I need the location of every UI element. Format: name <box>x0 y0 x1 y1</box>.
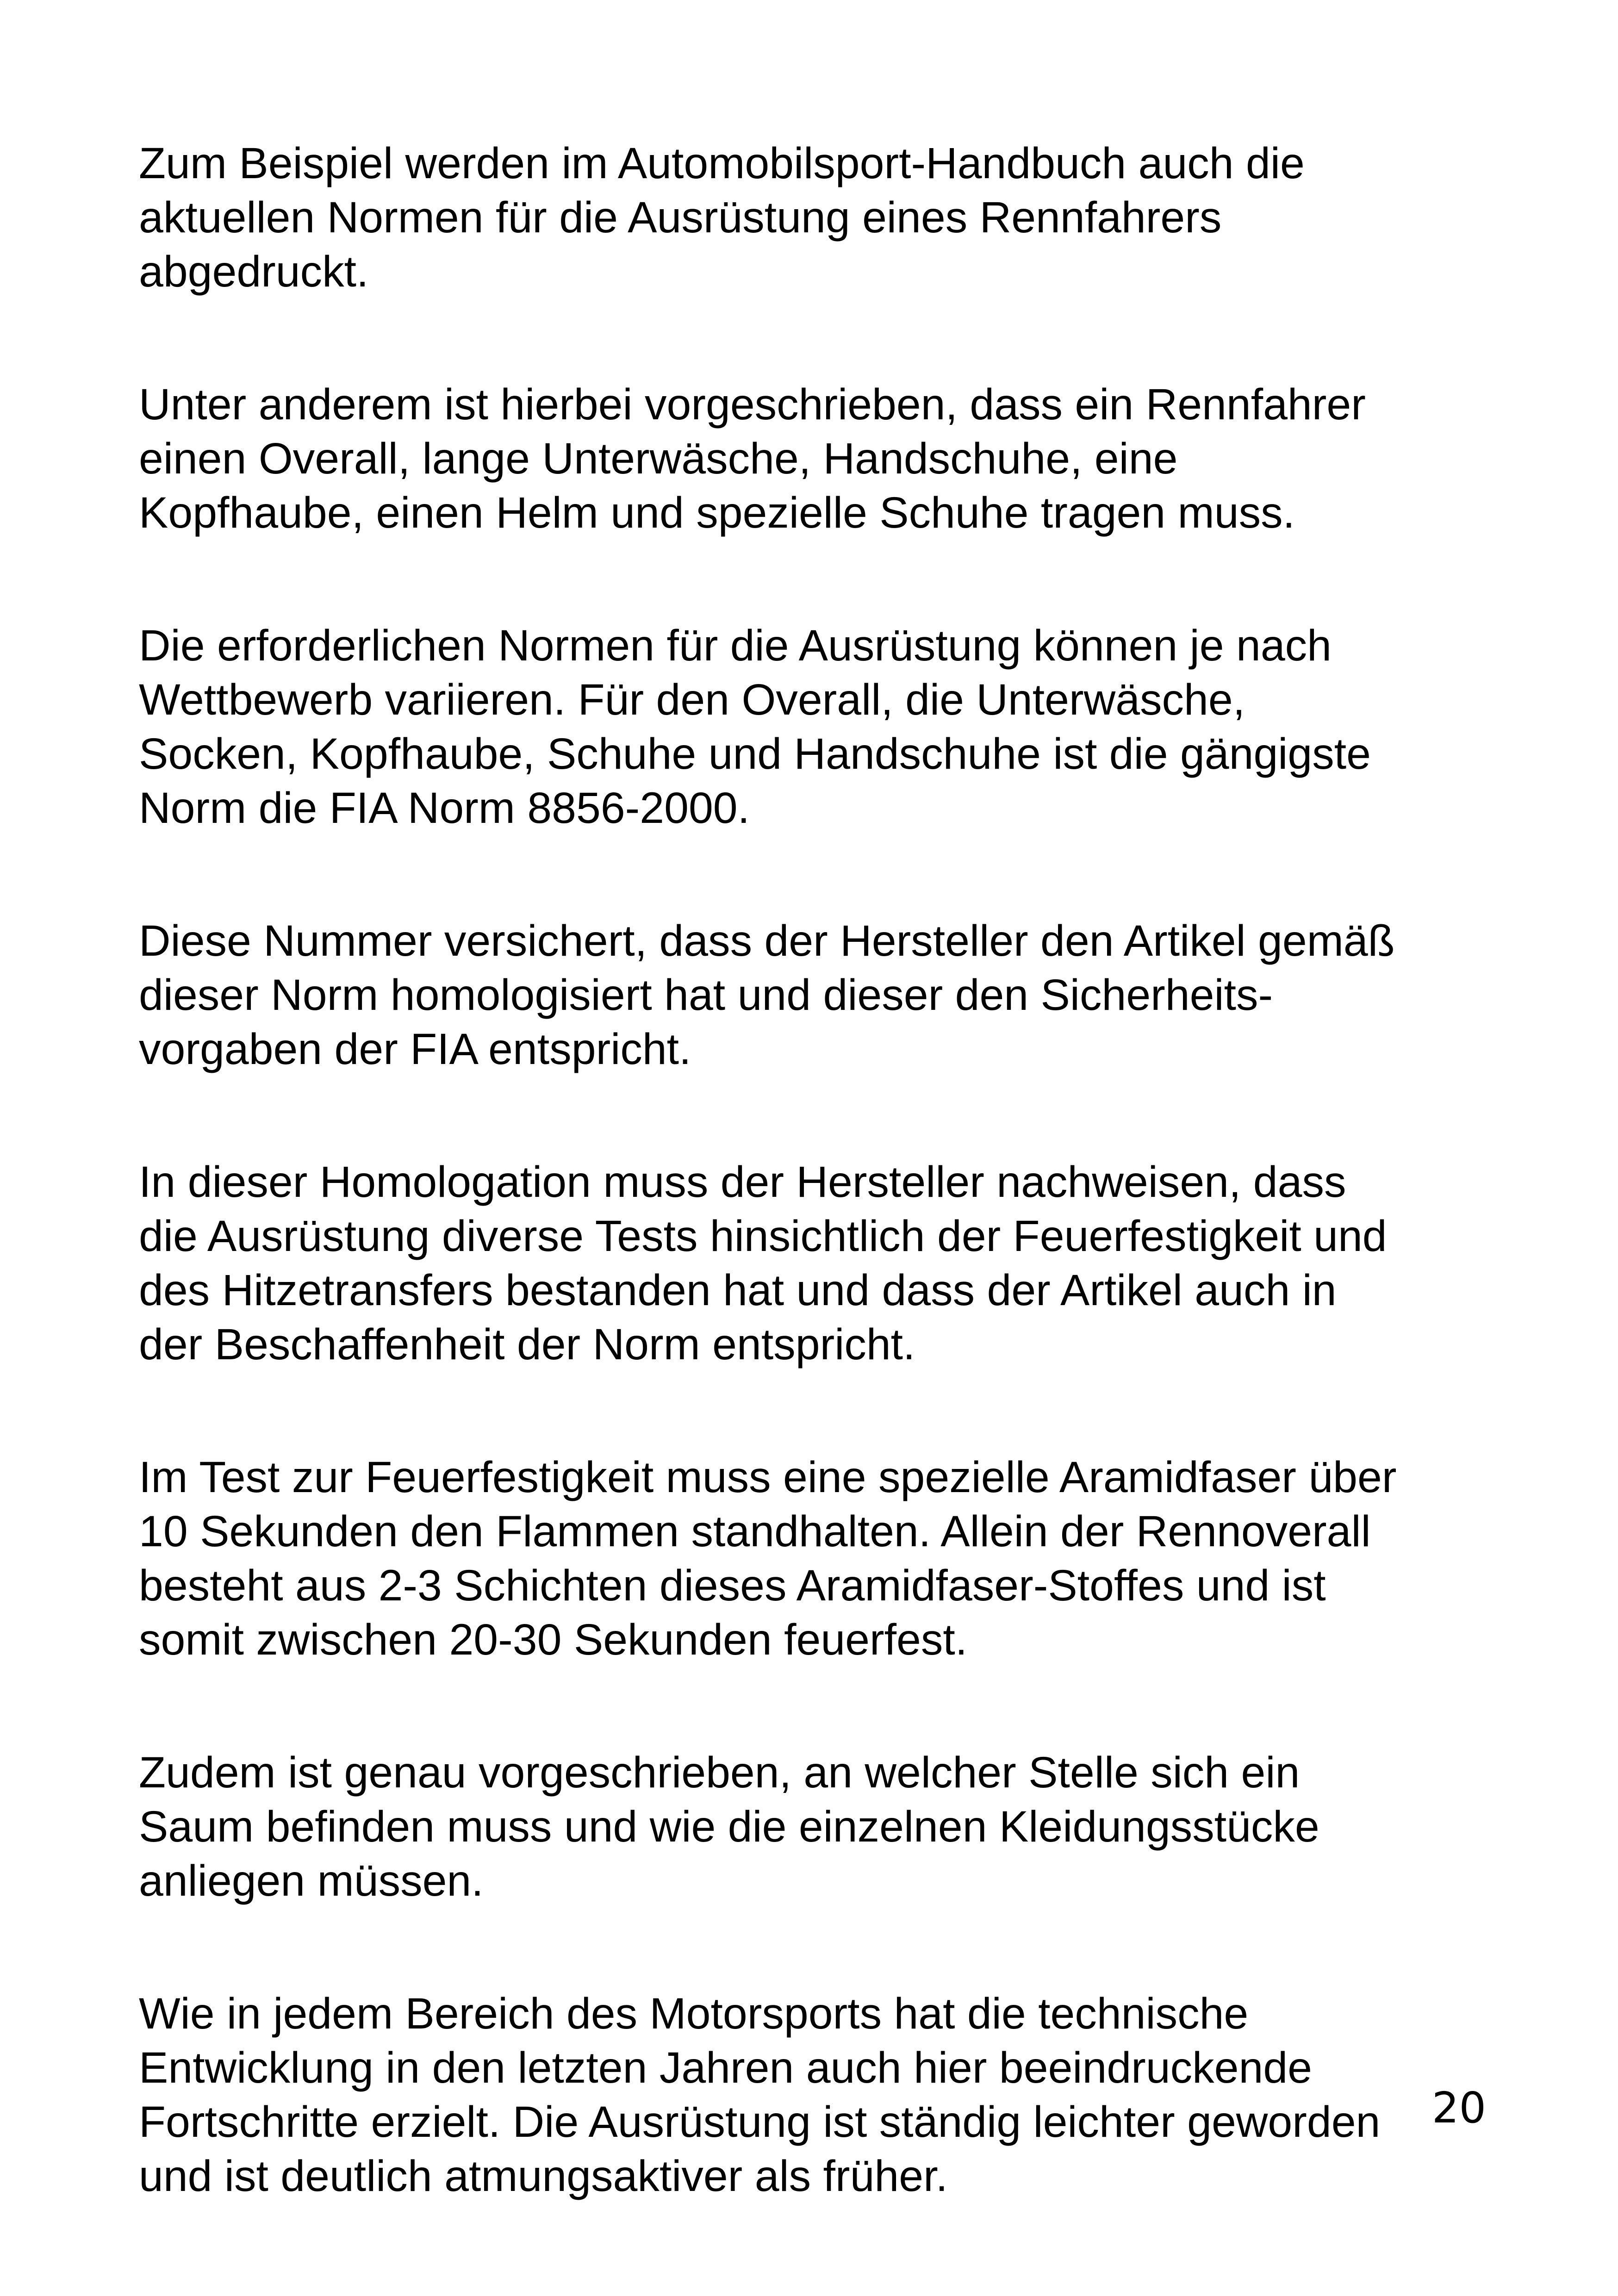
paragraph-6 <box>139 1450 1537 1667</box>
text-line: aktuellen Normen für die Ausrüstung eines Rennfahrers <box>139 193 1222 242</box>
text-line: Entwicklung in den letzten Jahren auch hier beeindruckende <box>139 2043 1312 2092</box>
text-line: Wettbewerb variieren. Für den Overall, die Unterwäsche, <box>139 675 1245 724</box>
text-line: besteht aus 2-3 Schichten dieses Aramidfaser-Stoffes und ist <box>139 1561 1326 1610</box>
text-line: einen Overall, lange Unterwäsche, Handschuhe, eine <box>139 434 1178 483</box>
text-line: Saum befinden muss und wie die einzelnen Kleidungsstücke <box>139 1802 1319 1851</box>
text-line: Kopfhaube, einen Helm und spezielle Schuhe tragen muss. <box>139 488 1295 537</box>
text-line: Norm die FIA Norm 8856-2000. <box>139 784 750 833</box>
text-line: dieser Norm homologisiert hat und dieser den Sicherheits- <box>139 971 1273 1020</box>
paragraph-8 <box>139 1987 1537 2203</box>
body-text <box>139 137 1537 2282</box>
text-line: anliegen müssen. <box>139 1856 484 1905</box>
page-number: 20 <box>1431 2083 1486 2133</box>
text-line: somit zwischen 20-30 Sekunden feuerfest. <box>139 1615 968 1664</box>
text-line: Im Test zur Feuerfestigkeit muss eine spezielle Aramidfaser über <box>139 1453 1397 1502</box>
text-line: des Hitzetransfers bestanden hat und dass der Artikel auch in <box>139 1266 1337 1315</box>
paragraph-3 <box>139 619 1537 835</box>
text-line: Unter anderem ist hierbei vorgeschrieben, dass ein Rennfahrer <box>139 380 1366 429</box>
text-line: vorgaben der FIA entspricht. <box>139 1025 691 1074</box>
paragraph-5 <box>139 1155 1537 1372</box>
text-line: Socken, Kopfhaube, Schuhe und Handschuhe ist die gängigste <box>139 729 1371 778</box>
text-line: Fortschritte erzielt. Die Ausrüstung ist ständig leichter geworden <box>139 2097 1381 2147</box>
text-line: der Beschaffenheit der Norm entspricht. <box>139 1320 915 1369</box>
text-line: Zum Beispiel werden im Automobilsport-Handbuch auch die <box>139 139 1305 188</box>
text-line: Wie in jedem Bereich des Motorsports hat die technische <box>139 1989 1249 2038</box>
text-line: und ist deutlich atmungsaktiver als früher. <box>139 2152 948 2201</box>
text-line: Zudem ist genau vorgeschrieben, an welcher Stelle sich ein <box>139 1748 1300 1797</box>
paragraph-2 <box>139 378 1537 540</box>
text-line: Die erforderlichen Normen für die Ausrüstung können je nach <box>139 621 1332 670</box>
paragraph-7 <box>139 1746 1537 1908</box>
text-line: 10 Sekunden den Flammen standhalten. Allein der Rennoverall <box>139 1507 1371 1556</box>
paragraph-1 <box>139 137 1537 299</box>
text-line: die Ausrüstung diverse Tests hinsichtlich der Feuerfestigkeit und <box>139 1212 1387 1261</box>
text-line: Diese Nummer versichert, dass der Hersteller den Artikel gemäß <box>139 916 1395 965</box>
text-line: In dieser Homologation muss der Hersteller nachweisen, dass <box>139 1157 1346 1207</box>
paragraph-4 <box>139 914 1537 1076</box>
text-line: abgedruckt. <box>139 247 369 296</box>
